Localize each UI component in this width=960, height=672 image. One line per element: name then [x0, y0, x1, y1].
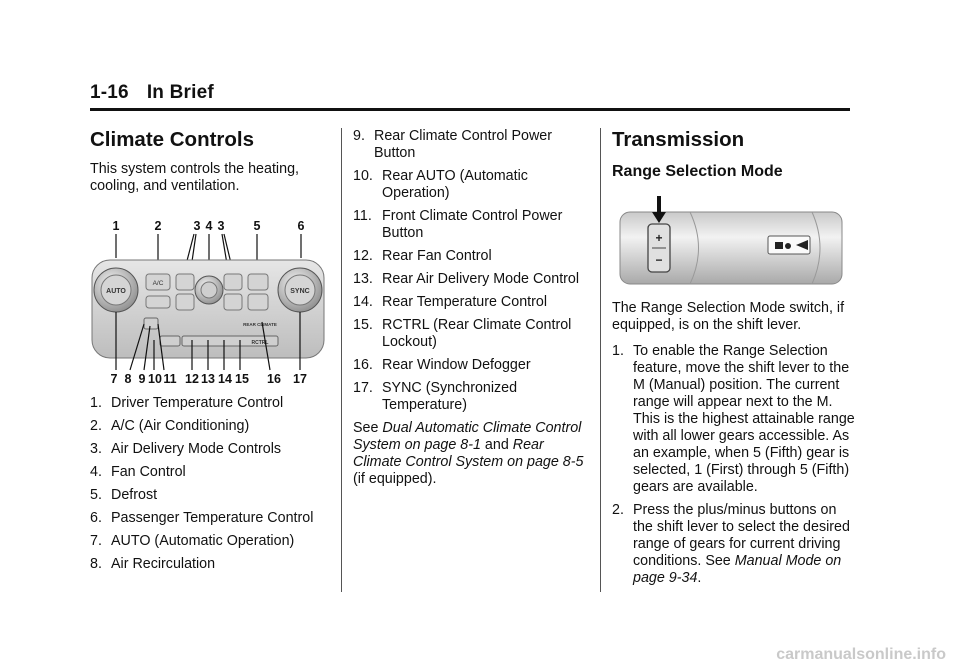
list-item: 14. Rear Temperature Control: [353, 294, 548, 310]
list-item: 5. Defrost: [90, 487, 158, 503]
climate-heading: Climate Controls: [90, 128, 255, 151]
shift-lever-illustration: [612, 196, 852, 288]
list-item: 11. Front Climate Control Power Button: [353, 208, 563, 241]
column-divider-2: [600, 128, 601, 592]
see-reference: See Dual Automatic Climate Control System on page 8-1 and Rear Climate Control System on page 8-5 (if equipped).: [353, 420, 584, 487]
callout-bottom-10: 10: [148, 372, 162, 386]
rctrl-label: RCTRL: [251, 340, 269, 346]
callout-top-2: 2: [154, 219, 162, 233]
list-item: 15. RCTRL (Rear Climate Control Lockout): [353, 317, 572, 350]
callout-bottom-17: 17: [293, 372, 307, 386]
list-item: 6. Passenger Temperature Control: [90, 510, 314, 526]
callout-top-4: 4: [205, 219, 213, 233]
callout-top-5: 5: [253, 219, 261, 233]
climate-panel-illustration: [88, 218, 328, 386]
column-divider-1: [341, 128, 342, 592]
reference-link[interactable]: Manual Mode on page 9-34: [633, 553, 842, 586]
auto-button-label: AUTO: [106, 288, 126, 295]
list-item: 9. Rear Climate Control Power Button: [353, 128, 552, 161]
shift-lever-figure: [612, 196, 852, 288]
list-item: 2. A/C (Air Conditioning): [90, 418, 250, 434]
callout-bottom-9: 9: [138, 372, 146, 386]
callout-bottom-7: 7: [110, 372, 118, 386]
ac-button-label: A/C: [152, 280, 164, 287]
callout-top-3a: 3: [193, 219, 201, 233]
reference-link[interactable]: Rear Climate Control System on page 8-5: [353, 437, 584, 470]
header-rule: [90, 108, 850, 111]
list-item: 13. Rear Air Delivery Mode Control: [353, 271, 580, 287]
climate-intro: This system controls the heating, cooling, and ventilation.: [90, 161, 299, 194]
callout-bottom-12: 12: [185, 372, 199, 386]
sync-button-label: SYNC: [290, 288, 310, 295]
callout-bottom-15: 15: [235, 372, 249, 386]
rear-climate-label: REAR CLIMATE: [243, 322, 277, 327]
range-selection-subheading: Range Selection Mode: [612, 163, 783, 180]
list-item: 7. AUTO (Automatic Operation): [90, 533, 295, 549]
reference-link[interactable]: Dual Automatic Climate Control System on page 8-1: [353, 420, 582, 453]
column-left: [90, 128, 330, 579]
transmission-heading: Transmission: [612, 128, 745, 151]
list-item: 16. Rear Window Defogger: [353, 357, 531, 373]
list-item: 17. SYNC (Synchronized Temperature): [353, 380, 518, 413]
list-item: 2. Press the plus/minus buttons on the shift lever to select the desired range of gears for current driving conditions. See Manual Mode on page 9-34.: [612, 502, 850, 586]
climate-control-figure: [88, 218, 328, 386]
list-item: 8. Air Recirculation: [90, 556, 216, 572]
list-item: 1. To enable the Range Selection feature, move the shift lever to the M (Manual) position. The current range will appear next to the M. This is the highest attainable range with all lower gears accessible. As an example, when 5 (Fifth) gear is selected, 1 (First) through 5 (Fifth) gears are available.: [612, 343, 855, 495]
plus-label: +: [655, 231, 663, 245]
range-selection-intro: The Range Selection Mode switch, if equipped, is on the shift lever.: [612, 300, 845, 333]
column-middle: [353, 128, 593, 497]
page-header: [90, 82, 850, 104]
header-title: [90, 82, 850, 104]
callout-bottom-13: 13: [201, 372, 215, 386]
callout-bottom-8: 8: [124, 372, 132, 386]
list-item: 1. Driver Temperature Control: [90, 395, 284, 411]
minus-label: −: [655, 253, 663, 267]
callout-top-6: 6: [297, 219, 305, 233]
list-item: 3. Air Delivery Mode Controls: [90, 441, 282, 457]
list-item: 12. Rear Fan Control: [353, 248, 492, 264]
callout-bottom-11: 11: [163, 372, 177, 386]
section-name: In Brief: [146, 82, 214, 103]
column-right: [612, 128, 857, 593]
callout-bottom-14: 14: [218, 372, 232, 386]
callout-top-1: 1: [112, 219, 120, 233]
list-item: 10. Rear AUTO (Automatic Operation): [353, 168, 528, 201]
callout-bottom-16: 16: [267, 372, 281, 386]
callout-top-3b: 3: [217, 219, 225, 233]
list-item: 4. Fan Control: [90, 464, 186, 480]
watermark: carmanualsonline.info: [776, 646, 946, 663]
page-number: 1-16: [90, 82, 129, 103]
